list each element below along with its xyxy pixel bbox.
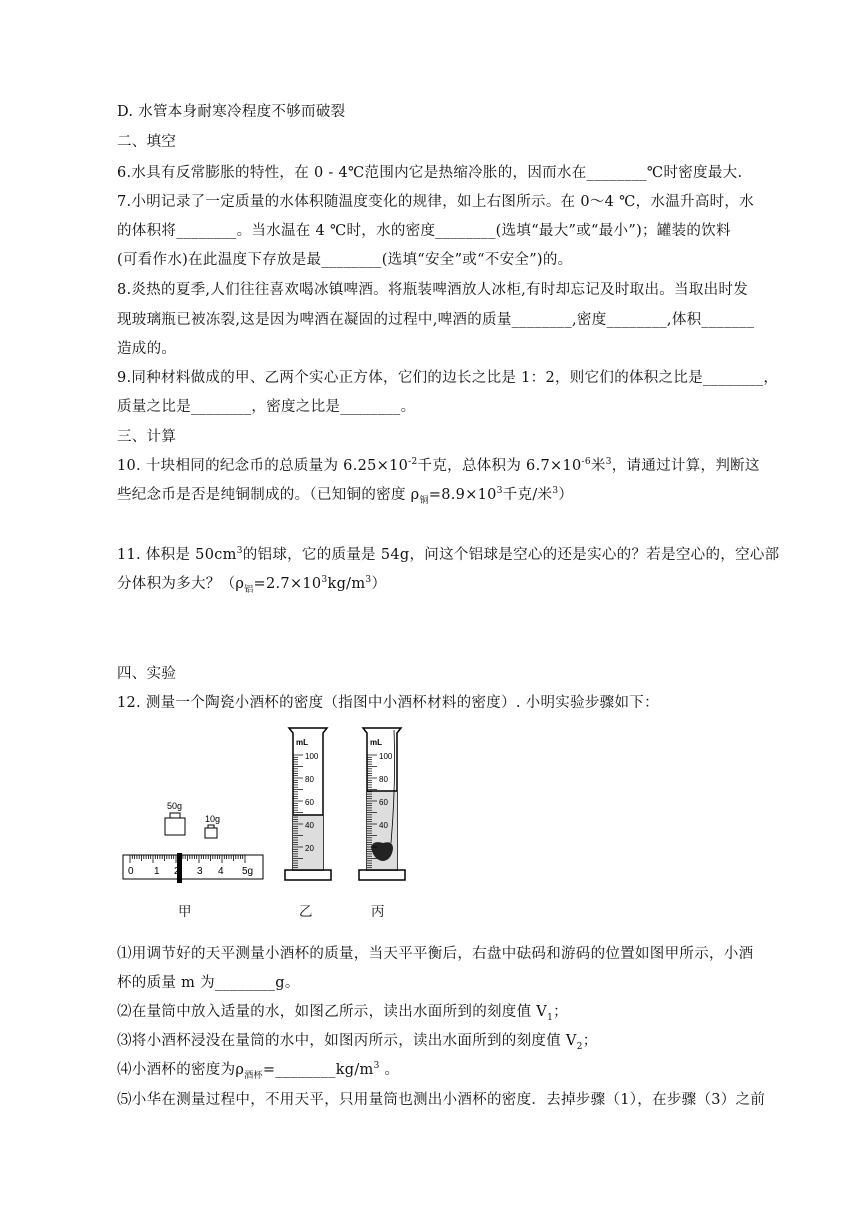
q10-line2: 些纪念币是否是纯铜制成的。（已知铜的密度 $\rho_铜=8.9\times 10^3$千克/米$^3$） bbox=[117, 486, 574, 506]
caption-jia: 甲 bbox=[178, 904, 192, 920]
svg-text:1: 1 bbox=[154, 866, 160, 877]
section-calc: 三、计算 bbox=[117, 429, 177, 445]
svg-text:100: 100 bbox=[305, 752, 319, 761]
q11-line1: 11. 体积是 $50cm^3$的铝球，它的质量是 54g，问这个铝球是空心的还是实心的？若是空心的，空心部 bbox=[117, 546, 780, 563]
svg-text:mL: mL bbox=[370, 738, 382, 747]
svg-text:80: 80 bbox=[379, 775, 388, 784]
q9-line1: 9.同种材料做成的甲、乙两个实心正方体，它们的边长之比是 1：2，则它们的体积之比是________， bbox=[117, 370, 779, 386]
q9-line2: 质量之比是________，密度之比是________。 bbox=[117, 399, 416, 415]
svg-text:5g: 5g bbox=[242, 866, 254, 877]
cyl-unit-label: mL bbox=[296, 738, 308, 747]
q7-line1: 7.小明记录了一定质量的水体积随温度变化的规律，如上右图所示。在 0～4 ℃，水温升高时，水 bbox=[117, 194, 755, 210]
svg-text:20: 20 bbox=[305, 844, 314, 853]
q8-line3: 造成的。 bbox=[117, 341, 177, 357]
step1-line1: ⑴用调节好的天平测量小酒杯的质量，当天平平衡后，右盘中砝码和游码的位置如图甲所示，小酒 bbox=[117, 946, 754, 962]
figure-jia-balance bbox=[115, 795, 275, 885]
svg-text:3: 3 bbox=[197, 866, 203, 877]
svg-text:0: 0 bbox=[128, 866, 134, 877]
q6: 6.水具有反常膨胀的特性，在 0 - 4℃范围内它是热缩冷胀的，因而水在________℃时密度最大. bbox=[117, 165, 743, 181]
step4: ⑷小酒杯的密度为$\rho_{酒杯}=\_\_\_\_\_\_\_\_kg/m^3$ 。 bbox=[117, 1061, 400, 1081]
figure-bing-cylinder bbox=[357, 725, 407, 885]
caption-bing: 丙 bbox=[371, 904, 385, 920]
q11-line2: 分体积为多大？$(\rho_铝=2.7\times 10^3kg/m^3)$ bbox=[117, 575, 387, 595]
svg-text:80: 80 bbox=[305, 775, 314, 784]
svg-text:40: 40 bbox=[305, 821, 314, 830]
svg-text:2: 2 bbox=[174, 866, 180, 877]
section-fill-blank: 二、填空 bbox=[117, 134, 177, 150]
step3: ⑶将小酒杯浸没在量筒的水中，如图丙所示，读出水面所到的刻度值 $V_2$； bbox=[117, 1033, 598, 1052]
step5: ⑸小华在测量过程中，不用天平，只用量筒也测出小酒杯的密度．去掉步骤（1），在步骤（3）之前 bbox=[117, 1092, 766, 1108]
svg-text:100: 100 bbox=[379, 752, 393, 761]
q8-line1: 8.炎热的夏季,人们往往喜欢喝冰镇啤酒。将瓶装啤酒放人冰柜,有时却忘记及时取出。当取出时发 bbox=[117, 282, 749, 298]
figure-yi-cylinder bbox=[283, 725, 333, 885]
step1-line2: 杯的质量 m 为________g。 bbox=[117, 975, 300, 991]
q12-intro: 12. 测量一个陶瓷小酒杯的密度（指图中小酒杯材料的密度）. 小明实验步骤如下： bbox=[117, 695, 659, 711]
q10-line1: 10. 十块相同的纪念币的总质量为 $6.25\times 10^{-2}$千克，总体积为 $6.7\times 10^{-6}$米$^3$，请通过计算，判断这 bbox=[117, 457, 760, 474]
step2: ⑵在量筒中放入适量的水，如图乙所示，读出水面所到的刻度值 $V_1$； bbox=[117, 1004, 568, 1023]
q8-line2: 现玻璃瓶已被冻裂,这是因为啤酒在凝固的过程中,啤酒的质量________,密度________,体积_______ bbox=[117, 312, 755, 328]
weight-50g-label: 50g bbox=[167, 801, 183, 811]
caption-yi: 乙 bbox=[299, 904, 313, 920]
section-experiment: 四、实验 bbox=[117, 666, 177, 682]
weight-10g-label: 10g bbox=[205, 814, 221, 824]
svg-text:60: 60 bbox=[379, 798, 388, 807]
weight-50g bbox=[170, 813, 180, 818]
option-d: D. 水管本身耐寒冷程度不够而破裂 bbox=[117, 104, 346, 120]
rider-ruler bbox=[123, 853, 263, 883]
q7-line3: (可看作水)在此温度下存放是最________(选填“安全”或“不安全”)的。 bbox=[117, 252, 573, 268]
svg-text:4: 4 bbox=[218, 866, 224, 877]
q7-line2: 的体积将________。当水温在 4 ℃时，水的密度________(选填“最大”或“最小”)；罐装的饮料 bbox=[117, 223, 731, 239]
svg-text:40: 40 bbox=[379, 821, 388, 830]
svg-text:60: 60 bbox=[305, 798, 314, 807]
